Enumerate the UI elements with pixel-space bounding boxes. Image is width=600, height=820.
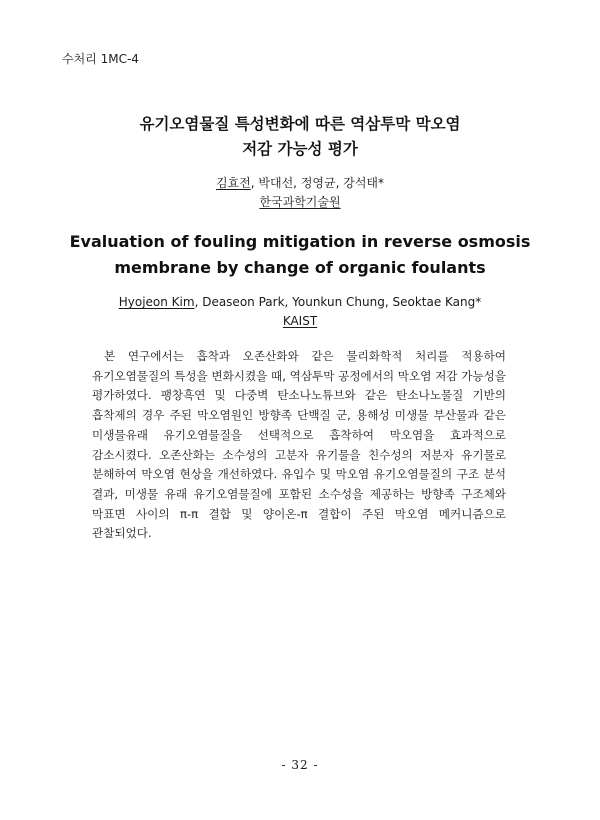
korean-coauthors: , 박대선, 정영균, 강석태* xyxy=(250,176,384,190)
page-number: - 32 - xyxy=(281,758,319,772)
english-authors xyxy=(0,293,600,331)
english-coauthors: , Deaseon Park, Younkun Chung, Seoktae Kang* xyxy=(194,295,482,309)
korean-author-line xyxy=(0,174,600,193)
korean-authors xyxy=(0,174,600,212)
english-author-line xyxy=(0,293,600,312)
english-title xyxy=(0,229,600,281)
korean-title-line1: 유기오염물질 특성변화에 따른 역삼투막 막오염 xyxy=(139,115,461,133)
english-presenter: Hyojeon Kim xyxy=(118,295,195,309)
korean-title xyxy=(0,112,600,162)
english-title-line2: membrane by change of organic foulants xyxy=(114,258,486,277)
korean-affiliation: 한국과학기술원 xyxy=(259,195,341,209)
korean-presenter: 김효전 xyxy=(216,176,251,190)
english-affiliation: KAIST xyxy=(282,314,318,328)
abstract-paragraph: 본 연구에서는 흡착과 오존산화와 같은 물리화학적 처리를 적용하여 유기오염물질의 특성을 변화시켰을 때, 역삼투막 공정에서의 막오염 저감 가능성을 평가하였다. 팽창흑연 및 다중벽 탄소나노튜브와 같은 탄소나노물질 기반의 흡착제의 경우 주된 막오염원인 방향족 단백질 군, 용해성 미생물 부산물과 같은 미생물유래 유기오염물질을 선택적으로 흡착하여 막오염을 효과적으로 감소시켰다. 오존산화는 소수성의 고분자 유기물을 친수성의 저분자 유기물로 분해하여 막오염 현상을 개선하였다. 유입수 및 막오염 유기오염물질의 구조 분석 결과, 미생물 유래 유기오염물질에 포함된 소수성을 제공하는 방향족 구조체와 막표면 사이의 π-π 결합 및 양이온-π 결합이 주된 막오염 메커니즘으로 관찰되었다. xyxy=(92,349,506,541)
english-title-line1: Evaluation of fouling mitigation in reverse osmosis xyxy=(69,232,531,251)
session-code: 수처리 1MC-4 xyxy=(62,52,139,66)
korean-title-line2: 저감 가능성 평가 xyxy=(242,140,358,158)
